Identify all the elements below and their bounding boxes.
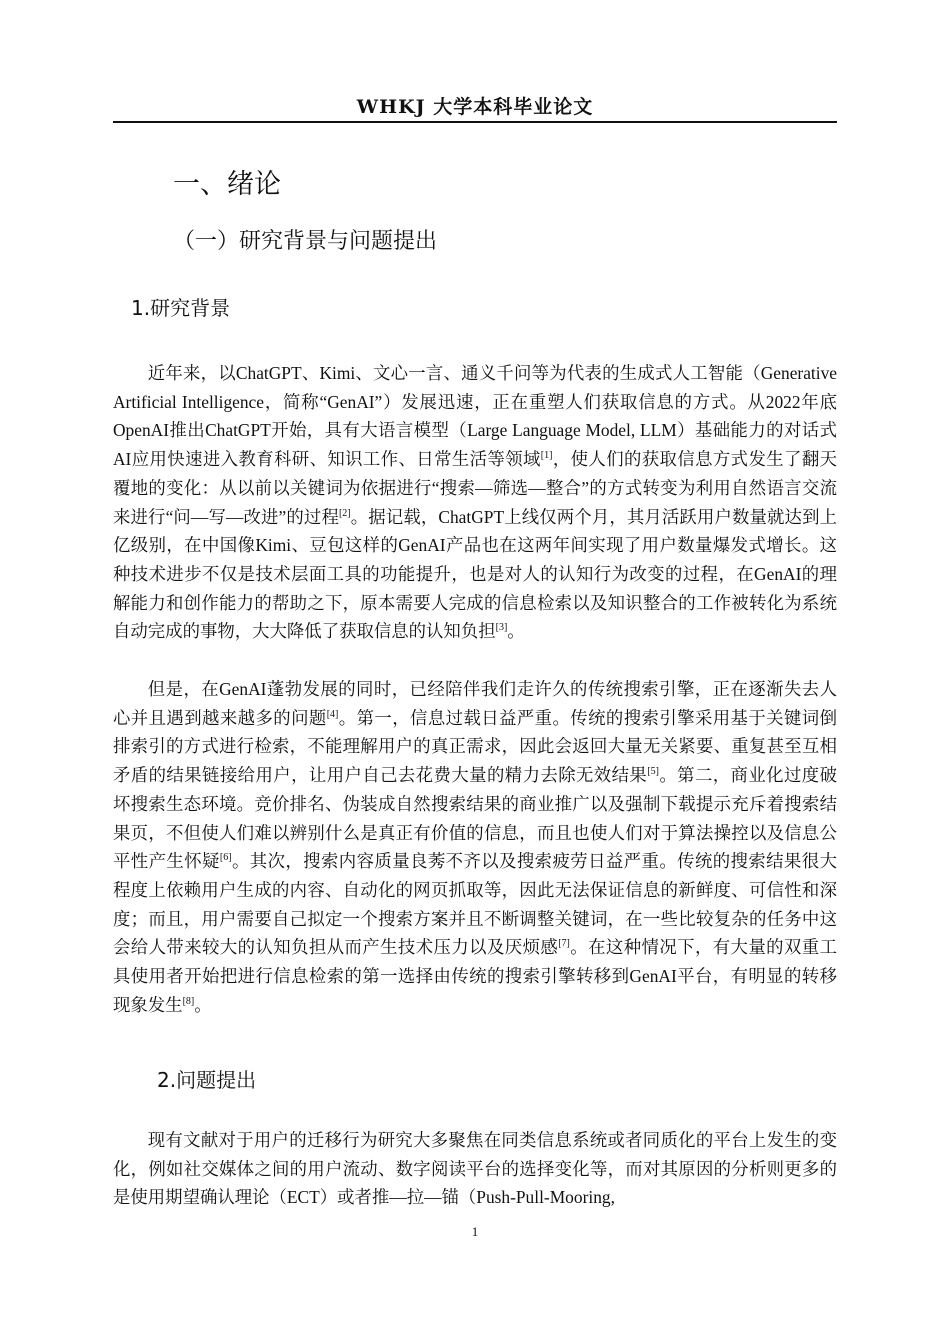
citation-1[interactable]: [1] — [540, 450, 553, 462]
subsection-title-background: 1.研究背景 — [131, 296, 231, 320]
paragraph-text: 。第二，商业化过度破坏搜索生态环境。竞价排名、伪装成自然搜索结果的商业推广以及强制下载提示充斥着搜索结果页，不但使人们难以辨别什么是真正有价值的信息，而且也使人们对于算法操控以及信息公平性产生怀疑 — [113, 765, 837, 872]
paragraph-background-1 — [113, 359, 837, 646]
citation-2[interactable]: [2] — [338, 507, 351, 519]
subsection-title-problem: 2.问题提出 — [157, 1068, 257, 1092]
paragraph-background-2 — [113, 675, 837, 1019]
paragraph-problem-1: 现有文献对于用户的迁移行为研究大多聚焦在同类信息系统或者同质化的平台上发生的变化，例如社交媒体之间的用户流动、数字阅读平台的选择变化等，而对其原因的分析则更多的是使用期望确认理论（ECT）或者推—拉—锚（Push-Pull-Mooring, — [113, 1130, 837, 1208]
paragraph-text: 。 — [194, 994, 212, 1015]
citation-6[interactable]: [6] — [219, 852, 232, 864]
citation-8[interactable]: [8] — [182, 995, 195, 1007]
paragraph-text: 。第一，信息过载日益严重。传统的搜索引擎采用基于关键词倒排索引的方式进行检索，不能理解用户的真正需求，因此会返回大量无关紧要、重复甚至互相矛盾的结果链接给用户，让用户自己去花费大量的精力去除无效结果 — [113, 707, 837, 786]
citation-7[interactable]: [7] — [558, 938, 570, 950]
page-header-title: WHKJ 大学本科毕业论文 — [356, 96, 594, 118]
chapter-title: 一、绪论 — [173, 169, 281, 200]
citation-5[interactable]: [5] — [647, 766, 659, 778]
paragraph-text: 。在这种情况下，有大量的双重工具使用者开始把进行信息检索的第一选择由传统的搜索引擎转移到GenAI平台，有明显的转移现象发生 — [113, 937, 837, 1015]
section-title: （一）研究背景与问题提出 — [173, 229, 438, 254]
paragraph-text: 。其次，搜索内容质量良莠不齐以及搜索疲劳日益严重。传统的搜索结果很大程度上依赖用户生成的内容、自动化的网页抓取等，因此无法保证信息的新鲜度、可信性和深度；而且，用户需要自己拟定一个搜索方案并且不断调整关键词，在一些比较复杂的任务中这会给人带来较大的认知负担从而产生技术压力以及厌烦感 — [113, 851, 837, 958]
paragraph-text: ，使人们的获取信息方式发生了翻天覆地的变化：从以前以关键词为依据进行“搜索—筛选—整合”的方式转变为利用自然语言交流来进行“问—写—改进”的过程 — [113, 449, 837, 527]
citation-4[interactable]: [4] — [326, 708, 339, 720]
paragraph-text: 但是，在GenAI蓬勃发展的同时，已经陪伴我们走许久的传统搜索引擎，正在逐渐失去人心并且遇到越来越多的问题 — [113, 679, 837, 728]
paragraph-text: 。 — [507, 621, 525, 642]
page-number: 1 — [471, 1224, 479, 1239]
paragraph-text: 。据记载，ChatGPT上线仅两个月，其月活跃用户数量就达到上亿级别，在中国像Kimi、豆包这样的GenAI产品也在这两年间实现了用户数量爆发式增长。这种技术进步不仅是技术层面工具的功能提升，也是对人的认知行为改变的过程，在GenAI的理解能力和创作能力的帮助之下，原本需要人完成的信息检索以及知识整合的工作被转化为系统自动完成的事物，大大降低了获取信息的认知负担 — [113, 506, 837, 642]
header-divider — [113, 121, 837, 123]
paragraph-text: 近年来，以ChatGPT、Kimi、文心一言、通义千问等为代表的生成式人工智能（Generative Artificial Intelligence，简称“GenAI”）发展迅速，正在重塑人们获取信息的方式。从2022年底OpenAI推出ChatGPT开始，具有大语言模型（Large Language Model, LLM）基础能力的对话式AI应用快速进入教育科研、知识工作、日常生活等领域 — [113, 363, 837, 470]
citation-3[interactable]: [3] — [495, 622, 508, 634]
